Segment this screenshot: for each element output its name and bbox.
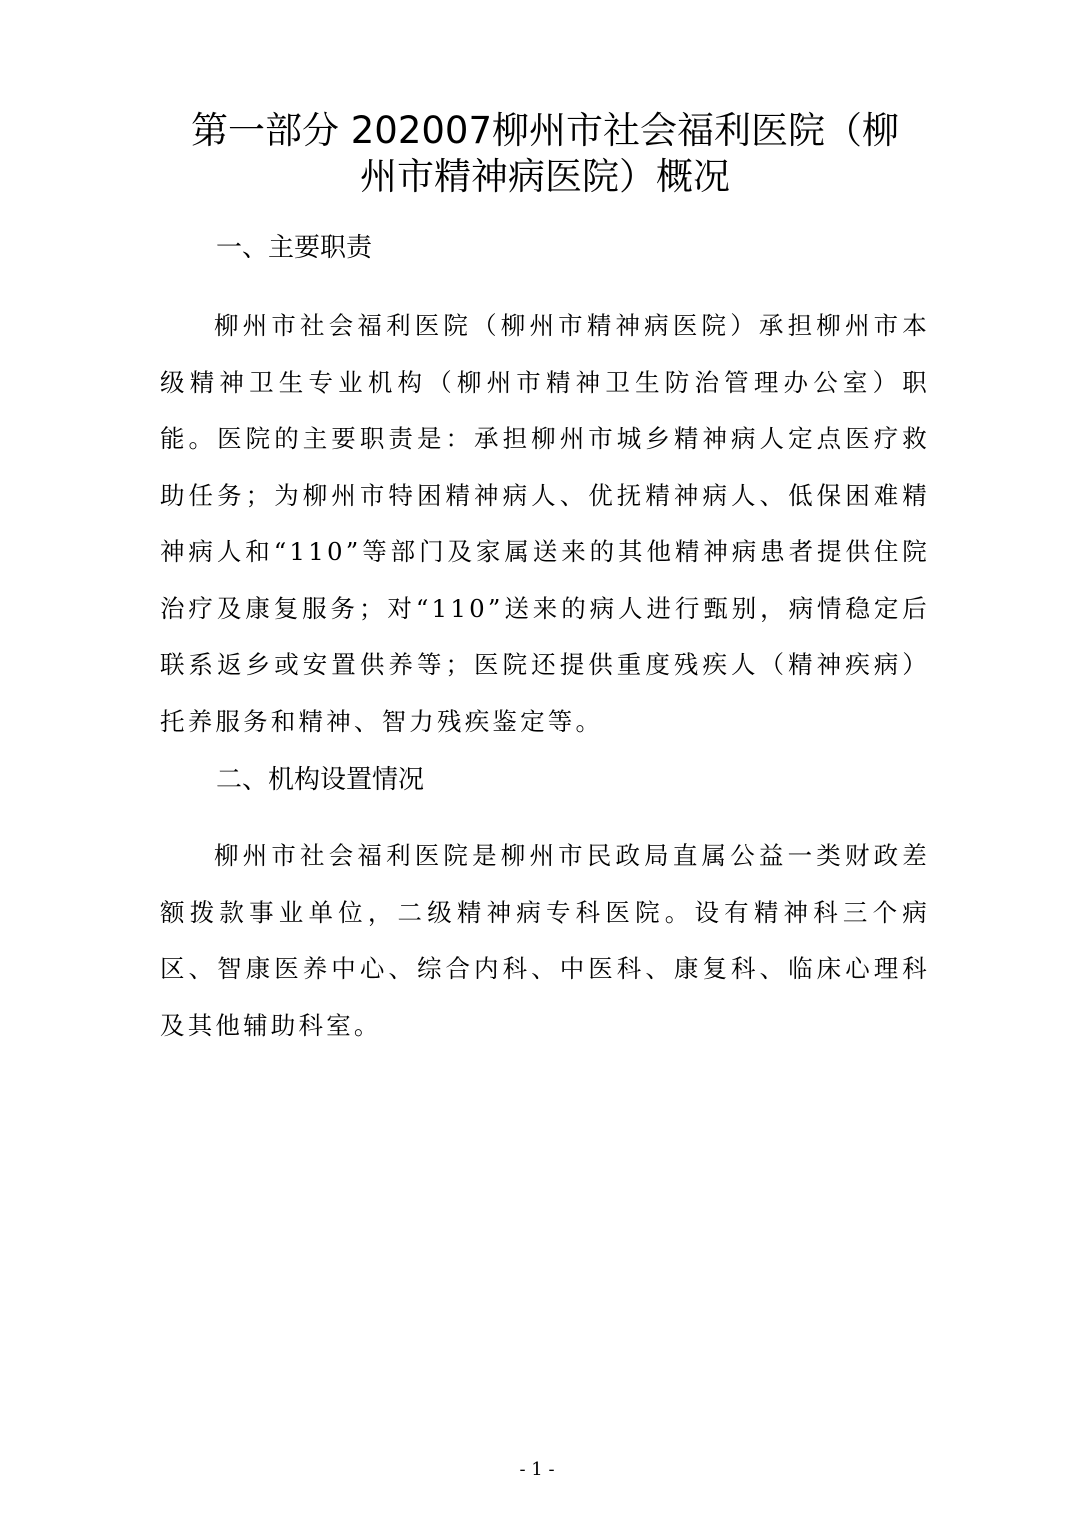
page-number: - 1 -	[519, 1459, 555, 1480]
section-paragraph-organization: 柳州市社会福利医院是柳州市民政局直属公益一类财政差额拨款事业单位，二级精神病专科医院。设有精神科三个病区、智康医养中心、综合内科、中医科、康复科、临床心理科及其他辅助科室。	[160, 841, 930, 1040]
section-heading-responsibilities: 一、主要职责	[216, 233, 373, 263]
title-line-1: 第一部分 202007柳州市社会福利医院（柳	[190, 109, 899, 152]
title-line-2: 州市精神病医院）概况	[360, 155, 730, 198]
section-heading-organization: 二、机构设置情况	[216, 765, 425, 795]
page-title	[150, 108, 940, 200]
section-paragraph-responsibilities: 柳州市社会福利医院（柳州市精神病医院）承担柳州市本级精神卫生专业机构（柳州市精神卫生防治管理办公室）职能。医院的主要职责是：承担柳州市城乡精神病人定点医疗救助任务；为柳州市特困精神病人、优抚精神病人、低保困难精神病人和“110”等部门及家属送来的其他精神病患者提供住院治疗及康复服务；对“110”送来的病人进行甄别，病情稳定后联系返乡或安置供养等；医院还提供重度残疾人（精神疾病）托养服务和精神、智力残疾鉴定等。	[160, 311, 930, 736]
